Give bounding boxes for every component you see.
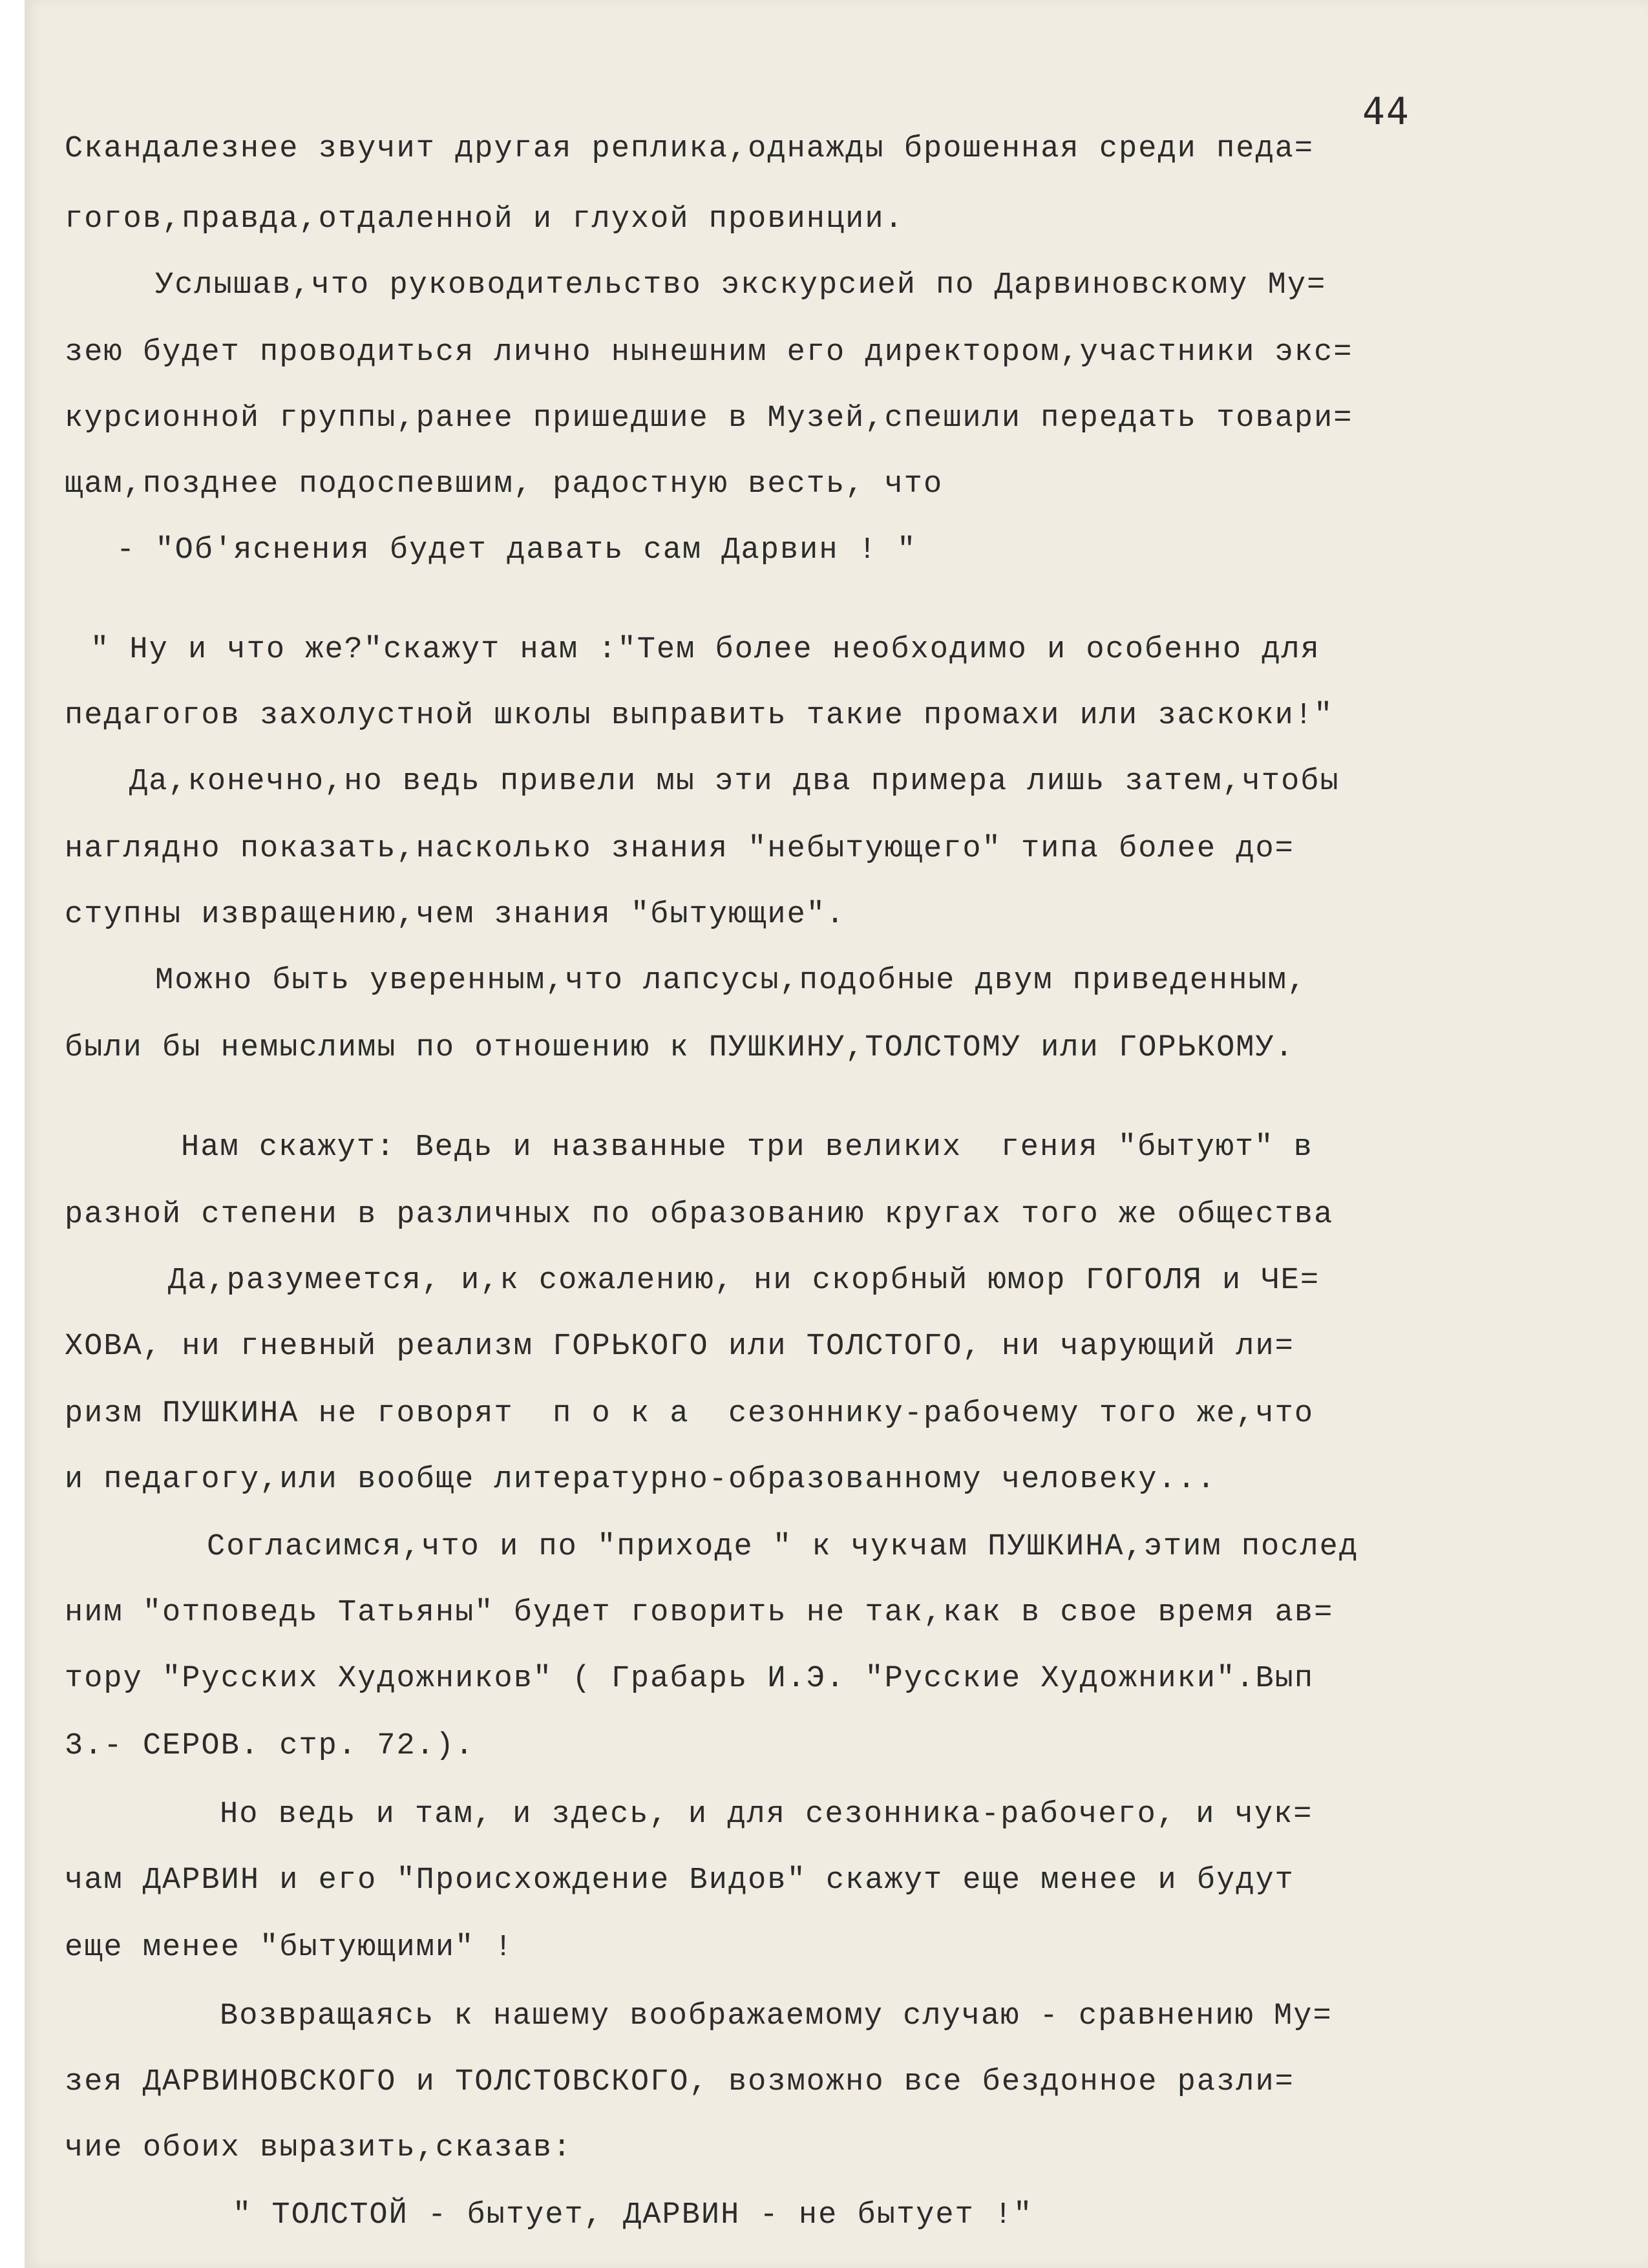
text-line: Да,конечно,но ведь привели мы эти два примера лишь затем,чтобы	[129, 765, 1340, 799]
text-line: щам,позднее подоспевшим, радостную весть, что	[65, 467, 944, 502]
text-line: наглядно показать,насколько знания "небытующего" типа более до=	[65, 832, 1294, 866]
text-line: ризм ПУШКИНА не говорят п о к а сезоннику-рабочему того же,что	[65, 1397, 1315, 1431]
text-line: ступны извращению,чем знания "бытующие".	[65, 898, 846, 932]
text-line: и педагогу,или вообще литературно-образованному человеку...	[65, 1463, 1217, 1497]
text-line: еще менее "бытующими" !	[65, 1931, 514, 1965]
text-line: Да,разумеется, и,к сожалению, ни скорбный юмор ГОГОЛЯ и ЧЕ=	[168, 1264, 1320, 1298]
text-line: были бы немыслимы по отношению к ПУШКИНУ,ТОЛСТОМУ или ГОРЬКОМУ.	[65, 1031, 1294, 1065]
text-line: курсионной группы,ранее пришедшие в Музей,спешили передать товари=	[65, 401, 1353, 436]
text-line: " ТОЛСТОЙ - бытует, ДАРВИН - не бытует !"	[233, 2198, 1033, 2232]
text-line: " Ну и что же?"скажут нам :"Тем более необходимо и особенно для	[90, 633, 1320, 667]
text-line: 3.- СЕРОВ. стр. 72.).	[65, 1729, 475, 1763]
text-line: - "Об'яснения будет давать сам Дарвин ! "	[116, 533, 917, 567]
text-line: зею будет проводиться лично нынешним его директором,участники экс=	[65, 335, 1353, 370]
text-line: Можно быть уверенным,что лапсусы,подобные двум приведенным,	[155, 964, 1307, 998]
text-line: зея ДАРВИНОВСКОГО и ТОЛСТОВСКОГО, возможно все бездонное разли=	[65, 2065, 1294, 2099]
text-line: Но ведь и там, и здесь, и для сезонника-рабочего, и чук=	[220, 1797, 1313, 1832]
text-line: Скандалезнее звучит другая реплика,однажды брошенная среди педа=	[65, 132, 1315, 166]
text-line: тору "Русских Художников" ( Грабарь И.Э. "Русские Художники".Вып	[65, 1662, 1315, 1696]
text-line: Услышав,что руководительство экскурсией по Дарвиновскому Му=	[155, 268, 1327, 302]
text-line: ним "отповедь Татьяны" будет говорить не так,как в свое время ав=	[65, 1596, 1334, 1630]
text-line: разной степени в различных по образованию кругах того же общества	[65, 1198, 1334, 1232]
text-line: гогов,правда,отдаленной и глухой провинции.	[65, 202, 904, 237]
text-line: ХОВА, ни гневный реализм ГОРЬКОГО или ТОЛСТОГО, ни чарующий ли=	[65, 1330, 1294, 1364]
text-line: Возвращаясь к нашему воображаемому случаю - сравнению Му=	[220, 1999, 1333, 2033]
text-line: Нам скажут: Ведь и названные три великих гения "бытуют" в	[181, 1130, 1313, 1165]
text-line: чие обоих выразить,сказав:	[65, 2131, 573, 2165]
page-number: 44	[1362, 89, 1410, 133]
text-line: педагогов захолустной школы выправить такие промахи или заскоки!"	[65, 699, 1334, 733]
document-page	[25, 0, 1648, 2268]
text-line: чам ДАРВИН и его "Происхождение Видов" скажут еще менее и будут	[65, 1863, 1294, 1898]
text-line: Согласимся,что и по "приходе " к чукчам ПУШКИНА,этим послед	[207, 1530, 1359, 1564]
